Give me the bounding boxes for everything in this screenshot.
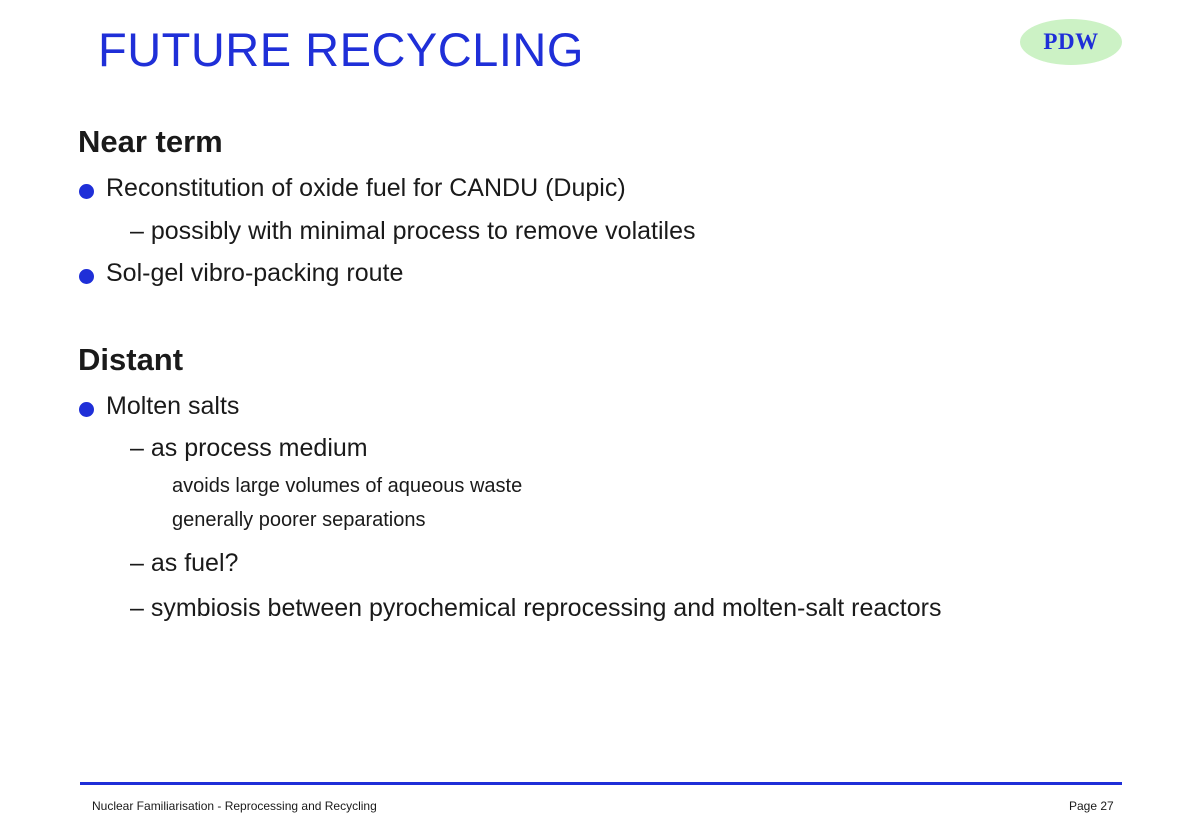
bullet-icon	[79, 402, 94, 417]
section-heading-near-term: Near term	[78, 124, 223, 159]
bullet-item: Molten salts	[106, 392, 240, 420]
logo-text: PDW	[1043, 29, 1099, 54]
sub-sub-item: avoids large volumes of aqueous waste	[172, 475, 523, 497]
section-heading-distant: Distant	[78, 342, 184, 377]
bullet-icon	[79, 269, 94, 284]
footer-title: Nuclear Familiarisation - Reprocessing and Recycling	[92, 799, 377, 813]
sub-item: – as process medium	[130, 434, 368, 462]
page-number: Page 27	[1069, 799, 1114, 813]
bullet-item: Reconstitution of oxide fuel for CANDU (Dupic)	[106, 174, 626, 202]
sub-item: – possibly with minimal process to remove volatiles	[130, 217, 696, 245]
pdw-logo	[1020, 19, 1122, 65]
bullet-item: Sol-gel vibro-packing route	[106, 259, 404, 287]
slide-title: FUTURE RECYCLING	[98, 23, 584, 76]
sub-sub-item: generally poorer separations	[172, 509, 426, 531]
bullet-icon	[79, 184, 94, 199]
sub-item: – as fuel?	[130, 549, 239, 577]
footer-divider	[80, 782, 1122, 785]
sub-item-wrapped: – symbiosis between pyrochemical reprocessing and molten-salt reactors	[130, 594, 942, 622]
